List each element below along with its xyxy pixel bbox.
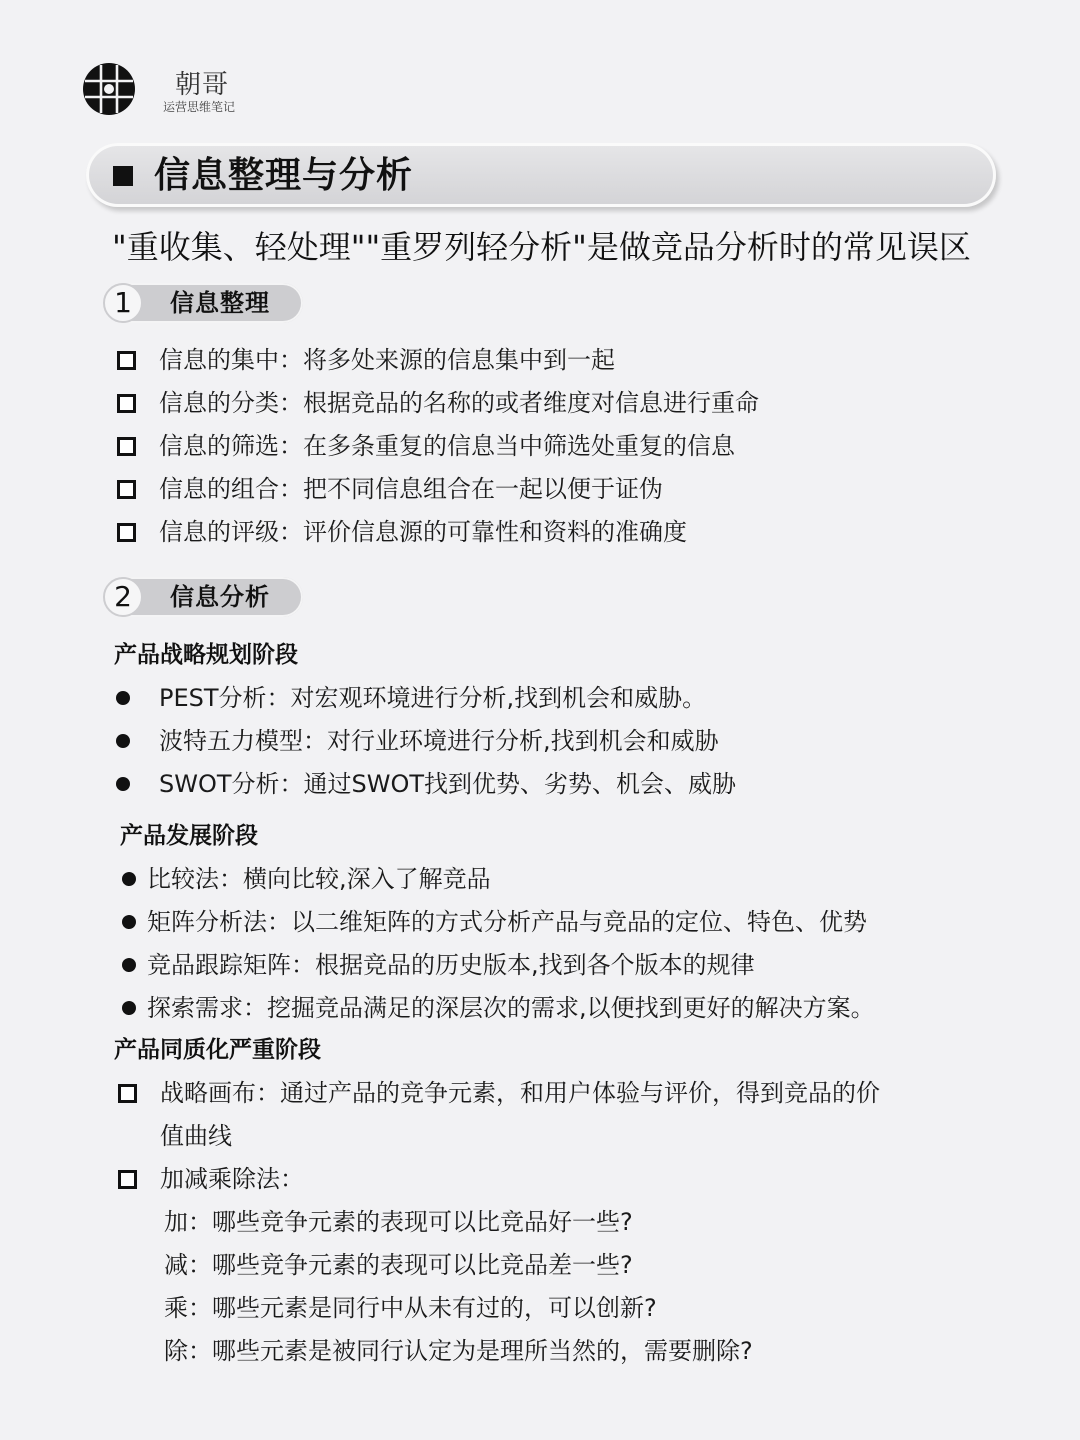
brand-subtitle: 运营思维笔记 <box>163 100 236 114</box>
sub-list-item: 除：哪些元素是被同行认定为是理所当然的，需要删除? <box>164 1337 753 1365</box>
bullet-icon <box>122 872 136 886</box>
sub-list-item: 减：哪些竞争元素的表现可以比竞品差一些? <box>164 1251 633 1279</box>
bullet-icon <box>116 691 130 705</box>
checkbox-icon <box>117 480 136 499</box>
list-item: 探索需求：挖掘竞品满足的深层次的需求,以便找到更好的解决方案。 <box>147 994 875 1022</box>
stage-heading: 产品同质化严重阶段 <box>114 1037 321 1063</box>
bullet-icon <box>116 777 130 791</box>
sub-list-item: 加：哪些竞争元素的表现可以比竞品好一些? <box>164 1208 633 1236</box>
list-item-continuation: 值曲线 <box>160 1122 232 1150</box>
page-title: 信息整理与分析 <box>154 155 414 196</box>
list-item: 信息的分类：根据竞品的名称的或者维度对信息进行重命 <box>159 389 759 417</box>
bullet-icon <box>116 734 130 748</box>
checkbox-icon <box>117 437 136 456</box>
stage-heading: 产品战略规划阶段 <box>114 642 298 668</box>
list-item: 信息的筛选：在多条重复的信息当中筛选处重复的信息 <box>159 432 735 460</box>
list-item: 信息的组合：把不同信息组合在一起以便于证伪 <box>159 475 663 503</box>
bullet-icon <box>122 1001 136 1015</box>
list-item: 加减乘除法： <box>160 1165 304 1193</box>
list-item: 信息的评级：评价信息源的可靠性和资料的准确度 <box>159 518 687 546</box>
square-bullet-icon <box>113 166 133 186</box>
sub-list-item: 乘：哪些元素是同行中从未有过的，可以创新? <box>164 1294 657 1322</box>
list-item: 信息的集中：将多处来源的信息集中到一起 <box>159 346 615 374</box>
section-1-label: 信息整理 <box>170 289 270 317</box>
page-subtitle: "重收集、轻处理""重罗列轻分析"是做竞品分析时的常见误区 <box>112 228 971 266</box>
list-item: 波特五力模型：对行业环境进行分析,找到机会和威胁 <box>159 727 719 755</box>
section-2-number: 2 <box>103 577 143 617</box>
list-item: SWOT分析：通过SWOT找到优势、劣势、机会、威胁 <box>159 770 737 798</box>
checkbox-icon <box>118 1084 137 1103</box>
section-1-number: 1 <box>103 283 143 323</box>
list-item: 矩阵分析法：以二维矩阵的方式分析产品与竞品的定位、特色、优势 <box>147 908 867 936</box>
section-2-label: 信息分析 <box>170 583 270 611</box>
list-item: 竞品跟踪矩阵：根据竞品的历史版本,找到各个版本的规律 <box>147 951 755 979</box>
brand-logo-icon <box>82 62 136 116</box>
bullet-icon <box>122 958 136 972</box>
stage-heading: 产品发展阶段 <box>120 823 258 849</box>
list-item: PEST分析：对宏观环境进行分析,找到机会和威胁。 <box>159 684 707 712</box>
checkbox-icon <box>117 351 136 370</box>
checkbox-icon <box>118 1170 137 1189</box>
list-item: 比较法：横向比较,深入了解竞品 <box>147 865 491 893</box>
brand-name: 朝哥 <box>175 70 230 100</box>
list-item: 战略画布：通过产品的竞争元素，和用户体验与评价，得到竞品的价 <box>160 1079 880 1107</box>
checkbox-icon <box>117 394 136 413</box>
checkbox-icon <box>117 523 136 542</box>
bullet-icon <box>122 915 136 929</box>
